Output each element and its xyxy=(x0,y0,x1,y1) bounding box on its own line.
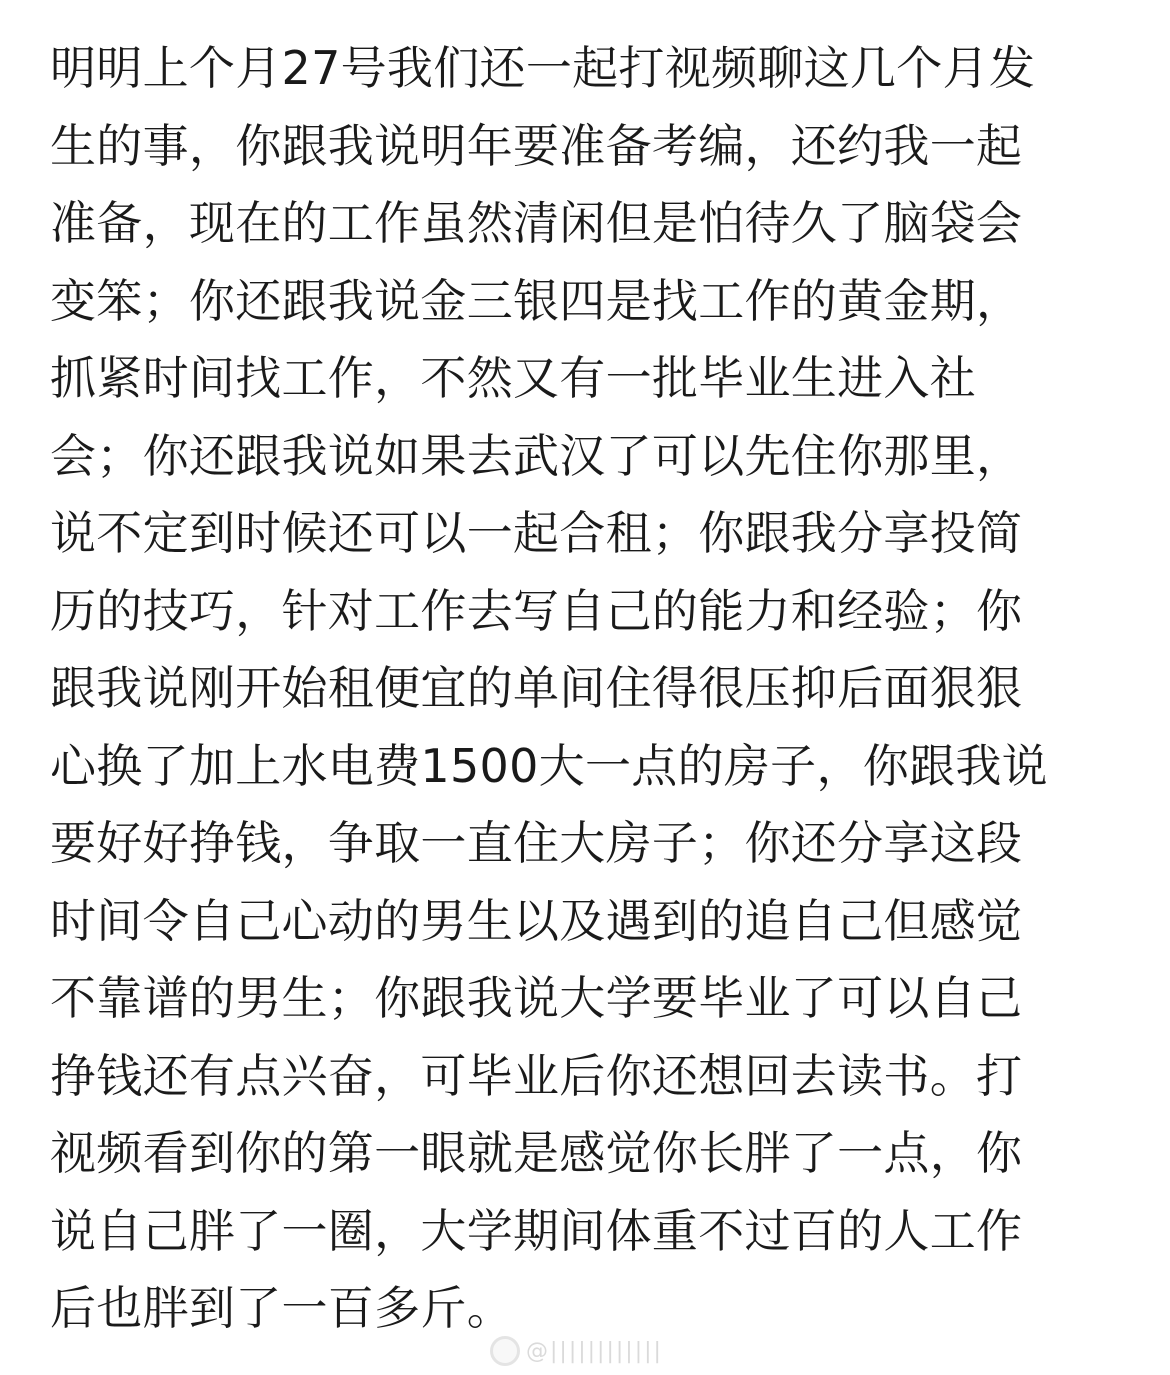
watermark xyxy=(490,1336,663,1366)
post-text-line: 视频看到你的第一眼就是感觉你长胖了一点，你 xyxy=(50,1126,1023,1180)
post-text-line: 不靠谱的男生；你跟我说大学要毕业了可以自己 xyxy=(50,971,1023,1025)
post-text-line: 后也胖到了一百多斤。 xyxy=(50,1281,513,1335)
post-text-line: 要好好挣钱，争取一直住大房子；你还分享这段 xyxy=(50,816,1023,870)
post-text-line: 会；你还跟我说如果去武汉了可以先住你那里， xyxy=(50,428,1023,483)
post-text-line: 说不定到时候还可以一起合租；你跟我分享投简 xyxy=(50,506,1023,560)
post-text-line: 挣钱还有点兴奋，可毕业后你还想回去读书。打 xyxy=(50,1048,1023,1103)
post-text-line: 变笨；你还跟我说金三银四是找工作的黄金期， xyxy=(50,273,1023,328)
post-text-line: 抓紧时间找工作，不然又有一批毕业生进入社 xyxy=(50,351,976,405)
post-text-line: 心换了加上水电费1500大一点的房子，你跟我说 xyxy=(50,738,1048,793)
watermark-text: @|||||||||||| xyxy=(526,1338,663,1364)
post-text-line: 时间令自己心动的男生以及遇到的追自己但感觉 xyxy=(50,893,1023,948)
post-text-line: 历的技巧，针对工作去写自己的能力和经验；你 xyxy=(50,583,1023,638)
post-text-line: 明明上个月27号我们还一起打视频聊这几个月发 xyxy=(50,41,1036,95)
post-body xyxy=(50,30,1130,1348)
post-text-line: 说自己胖了一圈，大学期间体重不过百的人工作 xyxy=(50,1203,1023,1258)
weibo-logo-icon xyxy=(490,1336,520,1366)
post-text-line: 准备，现在的工作虽然清闲但是怕待久了脑袋会 xyxy=(50,196,1023,250)
post-text-line: 生的事，你跟我说明年要准备考编，还约我一起 xyxy=(50,118,1023,173)
post-text-line: 跟我说刚开始租便宜的单间住得很压抑后面狠狠 xyxy=(50,661,1023,715)
